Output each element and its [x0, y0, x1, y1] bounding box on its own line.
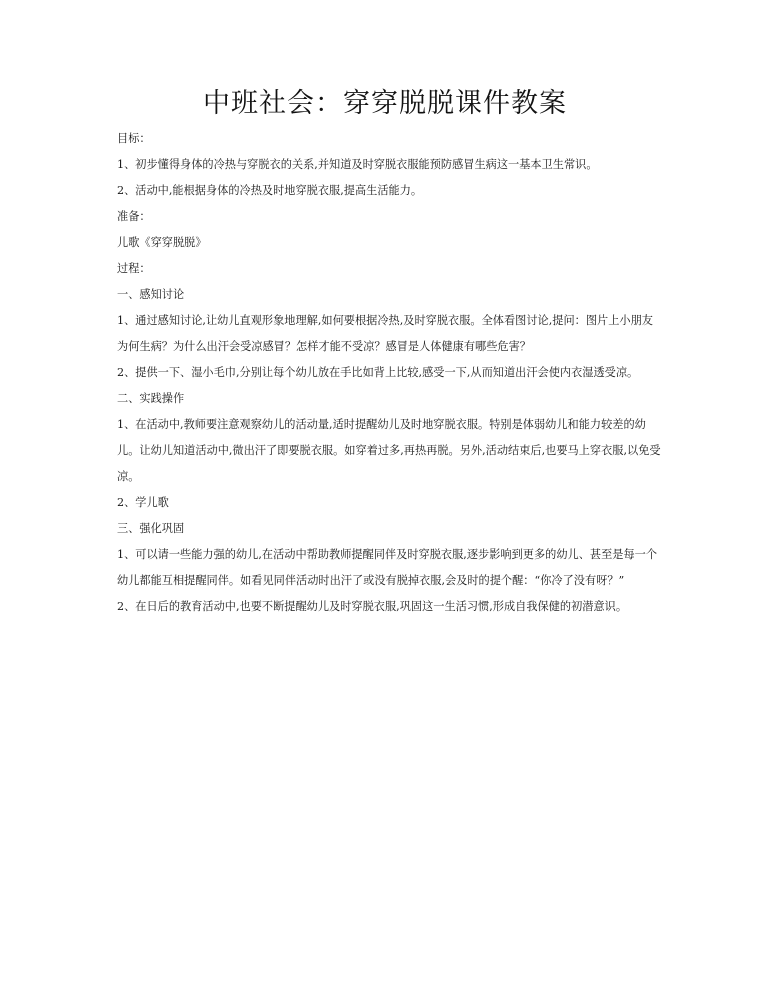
process-heading-3: 三、强化巩固	[117, 522, 185, 535]
process-3-item-1: 1、可以请一些能力强的幼儿,在活动中帮助教师提醒同伴及时穿脱衣服,逐步影响到更多的幼儿、甚至是每一个幼儿都能互相提醒同伴。如看见同伴活动时出汗了或没有脱掉衣服,会及时的提个醒：“你冷了没有呀？”	[117, 548, 658, 587]
process-2-item-2: 2、学儿歌	[117, 496, 169, 509]
document-title: 中班社会：穿穿脱脱课件教案	[203, 88, 567, 119]
process-1-item-2: 2、提供一下、湿小毛巾,分别让每个幼儿放在手比如背上比较,感受一下,从而知道出汗会使内衣湿透受凉。	[117, 366, 639, 379]
process-heading-2: 二、实践操作	[117, 392, 185, 405]
document-body	[117, 126, 662, 620]
process-1-item-1: 1、通过感知讨论,让幼儿直观形象地理解,如何要根据冷热,及时穿脱衣服。全体看图讨论,提问：图片上小朋友为何生病？为什么出汗会受凉感冒？怎样才能不受凉？感冒是人体健康有哪些危害？	[117, 314, 653, 353]
goal-item-2: 2、活动中,能根据身体的冷热及时地穿脱衣服,提高生活能力。	[117, 184, 423, 197]
section-label-goals: 目标：	[117, 132, 151, 145]
process-3-item-2: 2、在日后的教育活动中,也要不断提醒幼儿及时穿脱衣服,巩固这一生活习惯,形成自我保健的初潜意识。	[117, 600, 628, 613]
section-label-preparation: 准备：	[117, 210, 151, 223]
process-heading-1: 一、感知讨论	[117, 288, 185, 301]
section-label-process: 过程：	[117, 262, 151, 275]
preparation-item: 儿歌《穿穿脱脱》	[117, 236, 207, 249]
process-2-item-1: 1、在活动中,教师要注意观察幼儿的活动量,适时提醒幼儿及时地穿脱衣服。特别是体弱幼儿和能力较差的幼儿。让幼儿知道活动中,微出汗了即要脱衣服。如穿着过多,再热再脱。另外,活动结束后,也要马上穿衣服,以免受凉。	[117, 418, 661, 483]
goal-item-1: 1、初步懂得身体的冷热与穿脱衣的关系,并知道及时穿脱衣服能预防感冒生病这一基本卫生常识。	[117, 158, 598, 171]
